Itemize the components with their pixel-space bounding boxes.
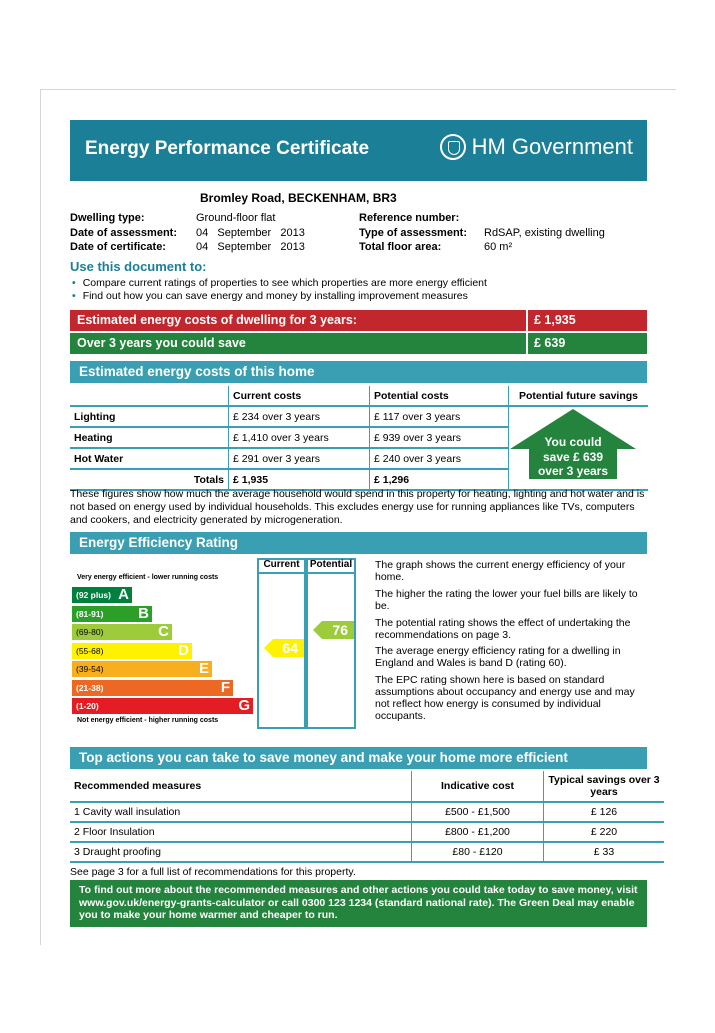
floor-area-value: 60 m²: [484, 241, 513, 253]
explanation-3: The potential rating shows the effect of undertaking the recommendations on page 3.: [375, 617, 631, 641]
band-letter: A: [118, 586, 129, 603]
actions-table: [70, 771, 664, 863]
explanation-2: The higher the rating the lower your fuel bills are likely to be.: [375, 588, 638, 612]
see-page-note: See page 3 for a full list of recommendations for this property.: [70, 866, 356, 878]
inefficient-label: Not energy efficient - higher running costs: [77, 717, 219, 724]
dwelling-type-value: Ground-floor flat: [196, 212, 276, 224]
costs-section-heading: Estimated energy costs of this home: [70, 361, 647, 383]
band-range: (55-68): [76, 645, 104, 656]
band-range: (21-38): [76, 682, 104, 693]
band-range: (39-54): [76, 664, 104, 674]
government-name: HM Government: [471, 134, 633, 159]
column-divider: [257, 572, 356, 574]
explanation-5: The EPC rating shown here is based on standard assumptions about occupancy and energy use and may not reflect how energy is consumed by individual occupants.: [375, 674, 635, 722]
page-border-left: [40, 89, 41, 945]
table-row: Lighting £ 234 over 3 years £ 117 over 3 years: [70, 406, 648, 427]
date-certificate-value: 04 September 2013: [196, 241, 305, 253]
band-range: (69-80): [76, 627, 104, 637]
date-assessment-value: 04 September 2013: [196, 227, 305, 239]
band-letter: G: [238, 697, 250, 714]
estimated-costs-value: £ 1,935: [526, 310, 576, 331]
rating-band-a: [72, 587, 132, 603]
band-range: (81-91): [76, 608, 104, 619]
band-letter: F: [220, 678, 230, 696]
rating-band-d: [72, 643, 192, 659]
type-assessment-label: Type of assessment:: [359, 227, 468, 239]
table-row: Hot Water £ 291 over 3 years £ 240 over 3 years: [70, 448, 648, 469]
date-certificate-label: Date of certificate:: [70, 241, 166, 253]
bullet-item: • Find out how you can save energy and money by installing improvement measures: [72, 290, 468, 302]
rating-band-f: [72, 680, 233, 696]
actions-section-heading: Top actions you can take to save money and make your home more efficient: [70, 747, 647, 769]
rating-band-c: [72, 624, 172, 640]
band-range: (1-20): [76, 701, 99, 711]
estimated-costs-label: Estimated energy costs of dwelling for 3 years:: [77, 313, 357, 327]
green-deal-text: To find out more about the recommended measures and other actions you could take today to save money, visit www.gov.uk/energy-grants-calculator or call 0300 123 1234 (standard national rate). The Green Deal may enable you to make your home warmer and cheaper to run.: [79, 884, 638, 921]
certificate-header: [70, 120, 647, 181]
rating-band-b: [72, 606, 152, 622]
save-bar: [70, 333, 647, 354]
save-label: Over 3 years you could save: [77, 336, 246, 350]
current-rating-marker: 64: [273, 639, 304, 657]
col-future-savings: Potential future savings: [509, 386, 649, 406]
col-cost: Indicative cost: [412, 771, 544, 802]
reference-label: Reference number:: [359, 212, 460, 224]
estimated-costs-bar: [70, 310, 647, 331]
costs-note: These figures show how much the average household would spend in this property for heating, lighting and hot water and is not based on energy used by individual households. This excludes energy use for running appliances like TVs, computers and cookers, and electricity generated by microgeneration.: [70, 488, 645, 526]
col-savings: Typical savings over 3 years: [544, 771, 665, 802]
certificate-title: Energy Performance Certificate: [85, 138, 370, 159]
explanation-1: The graph shows the current energy efficiency of your home.: [375, 559, 626, 583]
efficiency-section-heading: Energy Efficiency Rating: [70, 532, 647, 554]
table-row: 1 Cavity wall insulation £500 - £1,500 £ 126: [70, 802, 664, 822]
band-letter: E: [198, 660, 209, 677]
band-letter: C: [158, 623, 169, 640]
col-current-costs: Current costs: [229, 386, 370, 406]
type-assessment-value: RdSAP, existing dwelling: [484, 227, 605, 239]
table-row: 3 Draught proofing £80 - £120 £ 33: [70, 842, 664, 862]
current-column-header: Current: [263, 559, 300, 570]
bullet-item: • Compare current ratings of properties to see which properties are more energy efficient: [72, 277, 487, 289]
green-deal-box: [70, 880, 647, 927]
rating-band-e: [72, 661, 212, 677]
potential-column: [306, 558, 356, 729]
explanation-4: The average energy efficiency rating for a dwelling in England and Wales is band D (rating 60).: [375, 645, 621, 669]
page-border-top: [40, 89, 676, 90]
potential-column-header: Potential: [309, 559, 353, 570]
save-value: £ 639: [526, 333, 565, 354]
savings-arrow-text: You could save £ 639 over 3 years: [537, 435, 609, 478]
potential-rating-marker: 76: [322, 621, 354, 639]
band-letter: B: [138, 604, 149, 622]
band-range: (92 plus): [76, 590, 111, 600]
use-document-heading: Use this document to:: [70, 259, 207, 274]
table-row: Heating £ 1,410 over 3 years £ 939 over 3 years: [70, 427, 648, 448]
table-row: 2 Floor Insulation £800 - £1,200 £ 220: [70, 822, 664, 842]
floor-area-label: Total floor area:: [359, 241, 442, 253]
hm-government-logo: [440, 134, 633, 160]
rating-band-g: [72, 698, 253, 714]
efficient-label: Very energy efficient - lower running costs: [77, 574, 219, 581]
property-address: Bromley Road, BECKENHAM, BR3: [200, 191, 397, 205]
col-potential-costs: Potential costs: [370, 386, 509, 406]
band-letter: D: [178, 641, 189, 659]
dwelling-type-label: Dwelling type:: [70, 212, 145, 224]
col-measures: Recommended measures: [70, 771, 412, 802]
date-assessment-label: Date of assessment:: [70, 227, 177, 239]
royal-crest-icon: [440, 134, 466, 160]
totals-row: Totals £ 1,935 £ 1,296: [70, 469, 648, 490]
